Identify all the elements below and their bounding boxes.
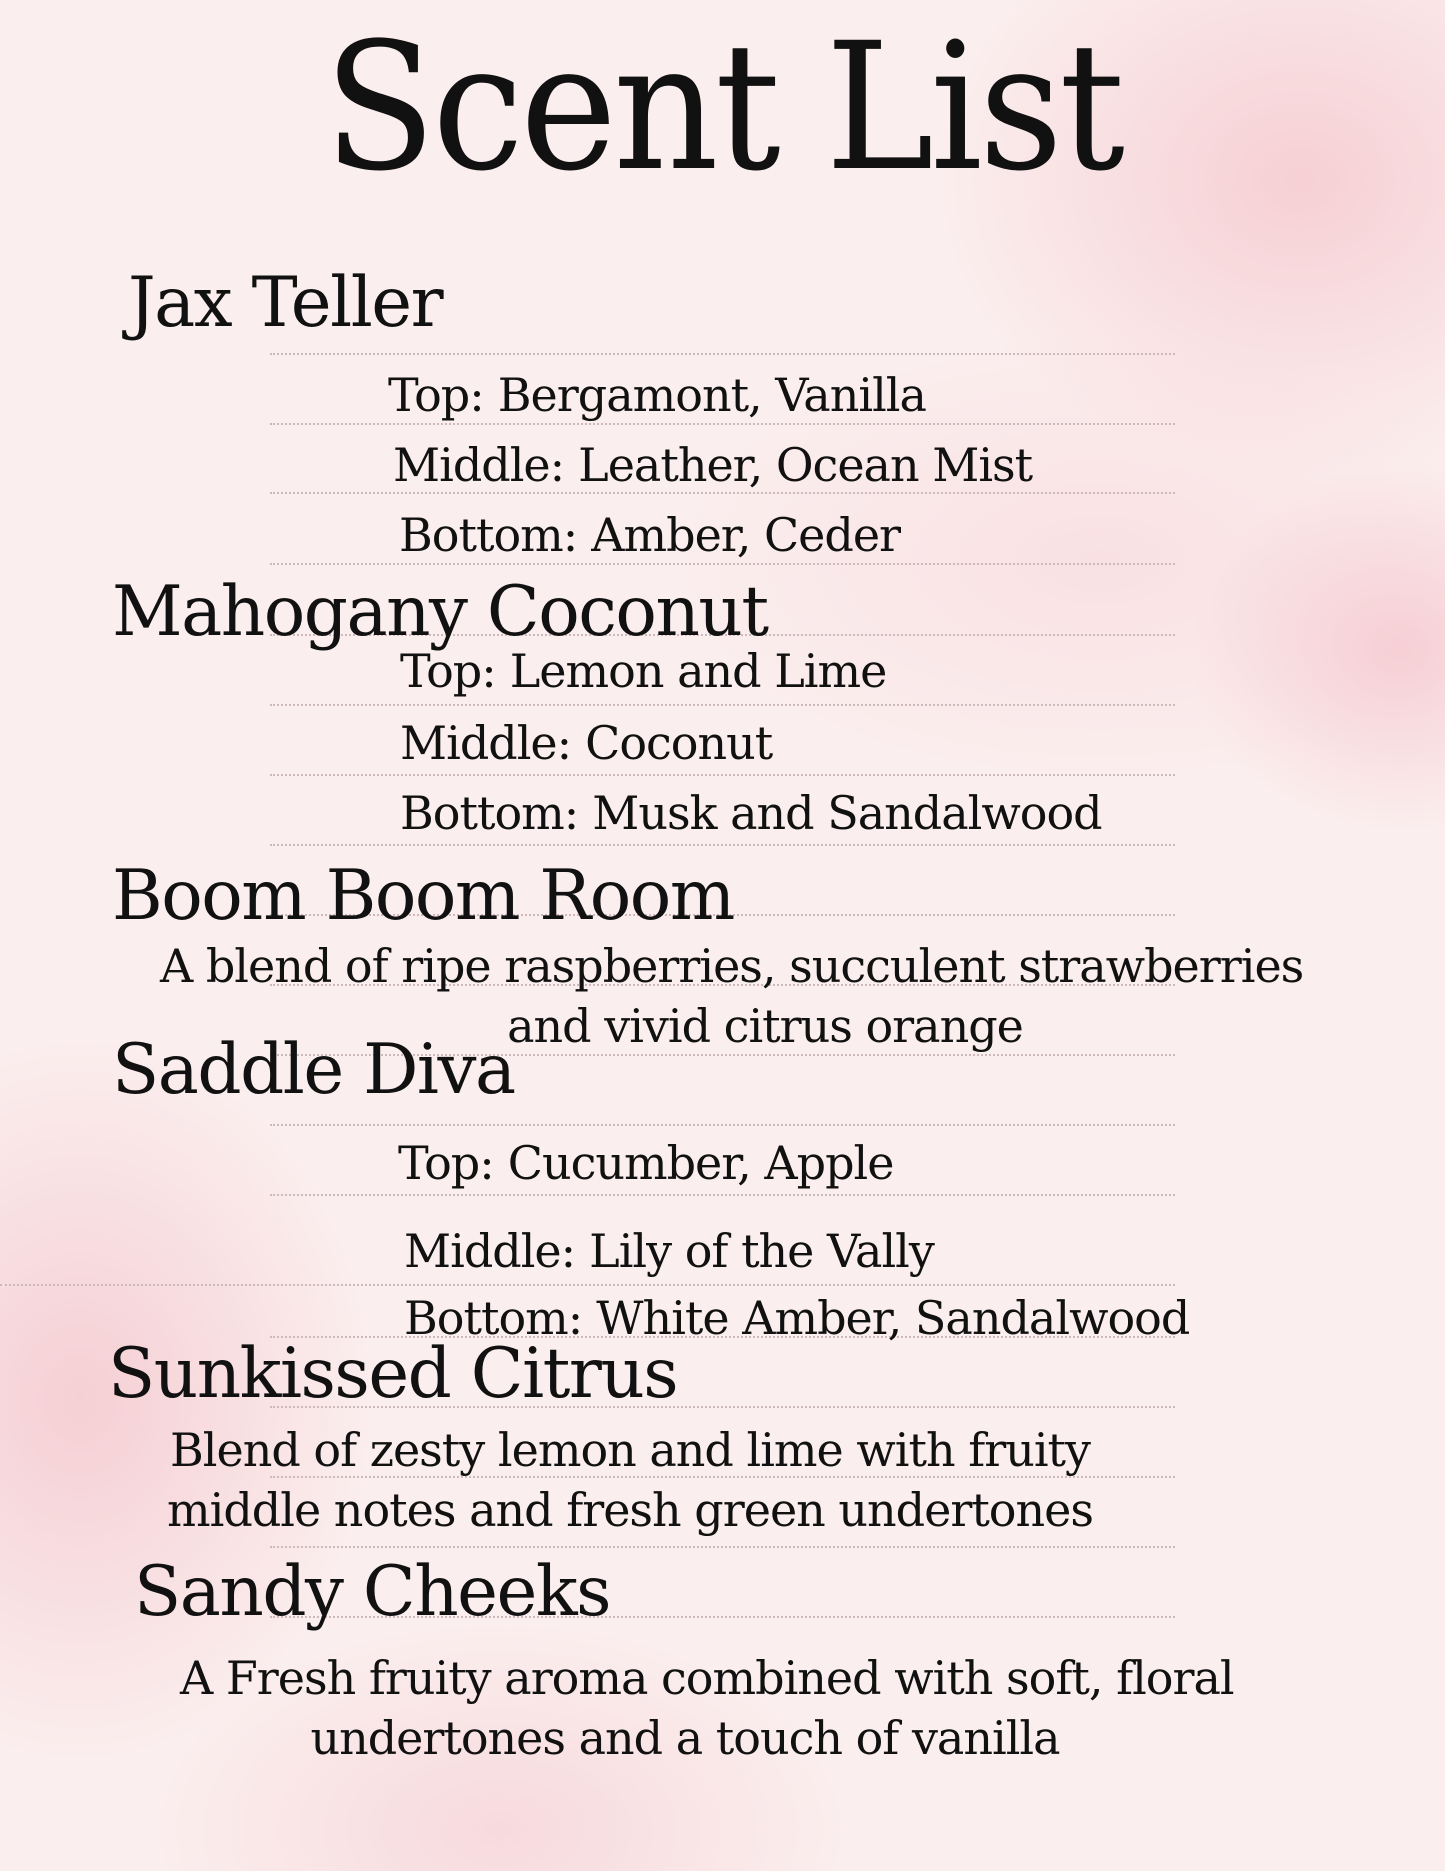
scent-name: Jax Teller — [128, 263, 443, 343]
note-value: Lily of the Vally — [589, 1224, 934, 1278]
scent-note — [400, 786, 1102, 840]
description-line: A Fresh fruity aroma combined with soft, floral — [180, 1651, 1234, 1705]
scent-note — [399, 508, 901, 562]
ruled-line — [270, 1194, 1175, 1196]
note-value: Amber, Ceder — [591, 508, 901, 562]
note-value: White Amber, Sandalwood — [596, 1291, 1190, 1345]
ruled-line — [270, 423, 1175, 425]
ruled-line — [270, 492, 1175, 494]
note-value: Musk and Sandalwood — [592, 786, 1102, 840]
scent-note — [400, 716, 773, 770]
note-value: Lemon and Lime — [509, 644, 887, 698]
note-value: Cucumber, Apple — [507, 1136, 894, 1190]
scent-description — [180, 1648, 1234, 1768]
ruled-line — [270, 844, 1175, 846]
note-label: Top: — [400, 644, 496, 698]
description-line: A blend of ripe raspberries, succulent strawberries — [160, 939, 1304, 993]
scent-note — [393, 438, 1033, 492]
scent-name: Mahogany Coconut — [112, 572, 768, 652]
scent-note — [388, 368, 926, 422]
ruled-line — [270, 353, 1175, 355]
ruled-line — [270, 704, 1175, 706]
scent-name: Sunkissed Citrus — [108, 1334, 678, 1414]
ruled-line — [0, 1284, 1175, 1286]
note-label: Middle: — [404, 1224, 576, 1278]
note-label: Bottom: — [404, 1291, 583, 1345]
note-value: Bergamont, Vanilla — [497, 368, 926, 422]
description-line: undertones and a touch of vanilla — [310, 1711, 1060, 1765]
note-label: Top: — [398, 1136, 494, 1190]
ruled-line — [270, 774, 1175, 776]
page-title: Scent List — [323, 5, 1122, 210]
ruled-line — [270, 563, 1175, 565]
scent-name: Sandy Cheeks — [134, 1552, 611, 1632]
note-label: Bottom: — [399, 508, 578, 562]
scent-note — [400, 644, 887, 698]
scent-name: Saddle Diva — [112, 1030, 515, 1110]
ruled-line — [270, 1124, 1175, 1126]
description-line: and vivid citrus orange — [507, 999, 1023, 1053]
scent-description — [130, 1420, 1130, 1540]
note-label: Middle: — [400, 716, 572, 770]
note-value: Coconut — [585, 716, 773, 770]
note-label: Middle: — [393, 438, 565, 492]
note-label: Top: — [388, 368, 484, 422]
description-line: middle notes and fresh green undertones — [167, 1483, 1093, 1537]
ruled-line — [270, 1546, 1175, 1548]
note-label: Bottom: — [400, 786, 579, 840]
scent-name: Boom Boom Room — [112, 856, 734, 936]
scent-note — [404, 1224, 934, 1278]
description-line: Blend of zesty lemon and lime with fruity — [169, 1423, 1091, 1477]
scent-note — [398, 1136, 894, 1190]
note-value: Leather, Ocean Mist — [578, 438, 1033, 492]
